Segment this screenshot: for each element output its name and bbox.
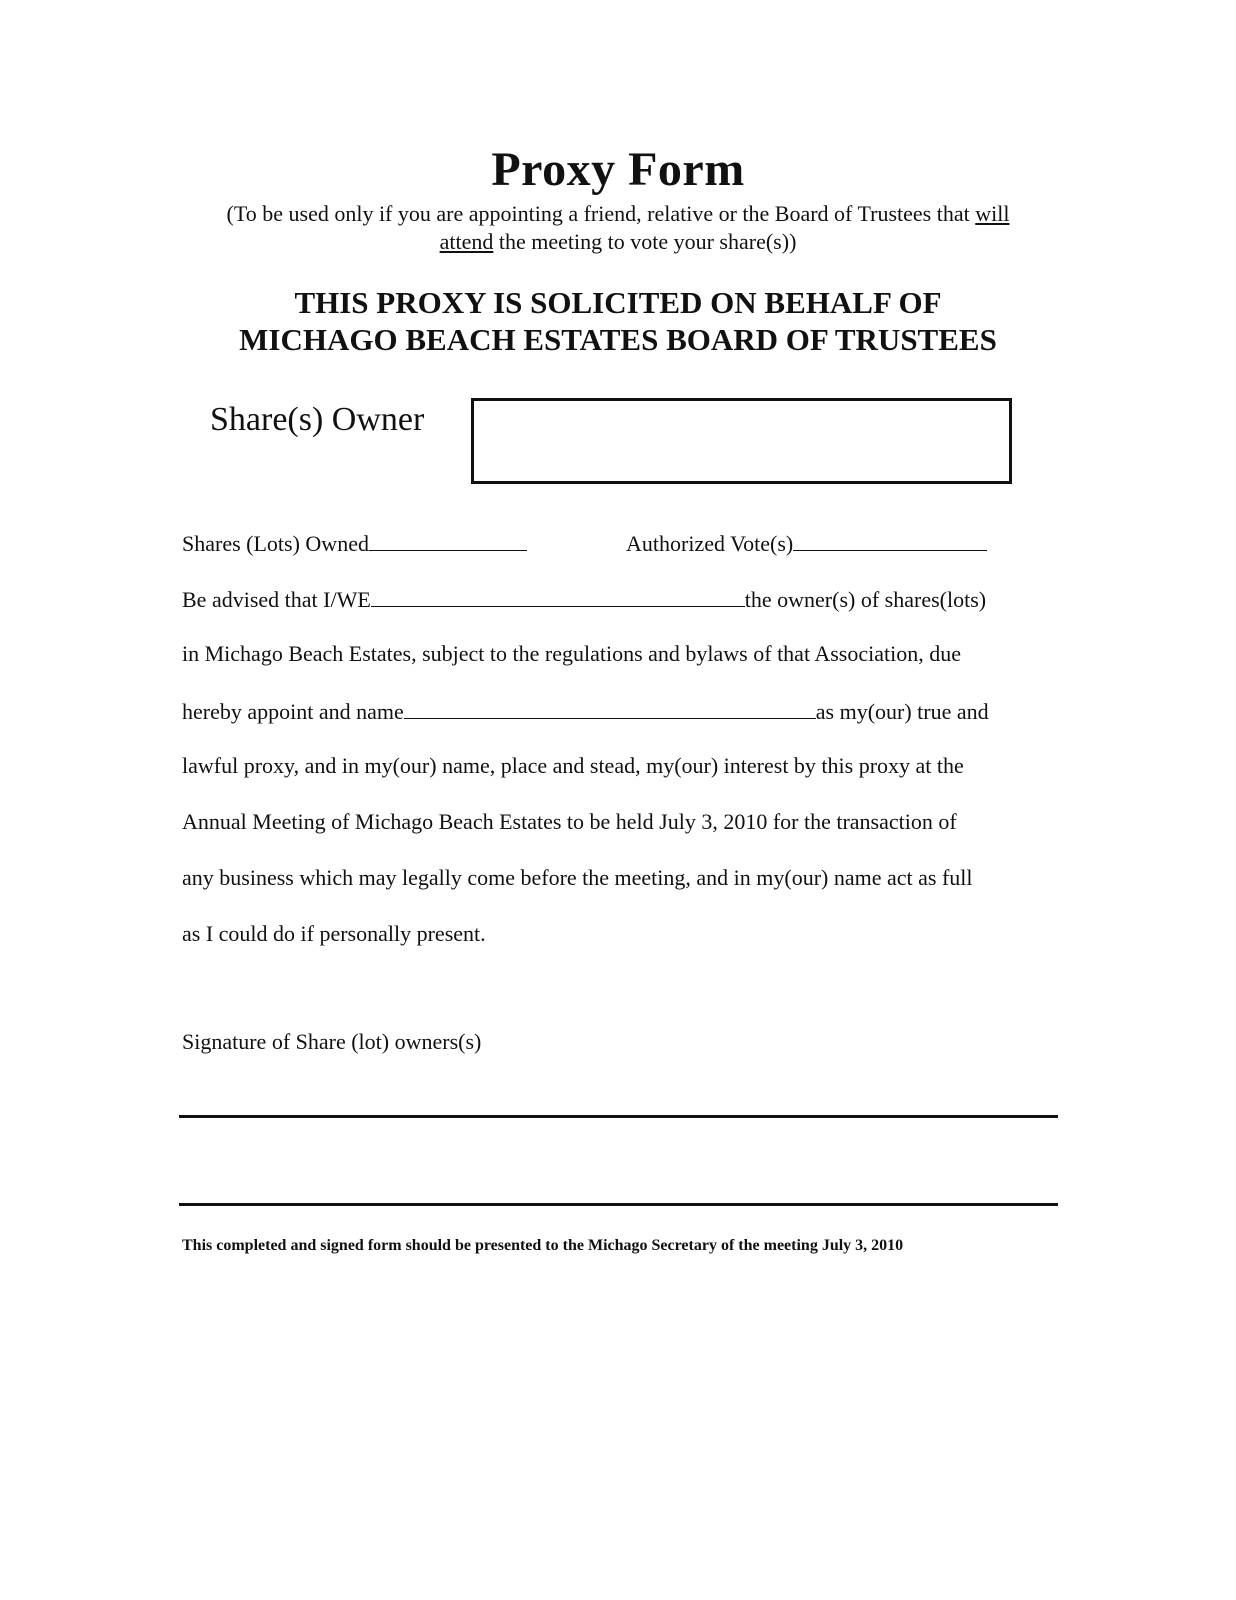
owners-prefix-text: Be advised that I/WE (182, 587, 371, 612)
signature-line-2[interactable] (179, 1203, 1058, 1206)
body-line-6: any business which may legally come before the meeting, and in my(our) name act as full (182, 865, 973, 890)
appoint-prefix-text: hereby appoint and name (182, 699, 404, 724)
appoint-suffix-text: as my(our) true and (815, 699, 989, 724)
form-title: Proxy Form (491, 143, 745, 196)
signature-label: Signature of Share (lot) owners(s) (182, 1029, 482, 1054)
shares-owned-field[interactable] (369, 528, 527, 551)
owners-suffix-text: the owner(s) of shares(lots) (744, 587, 987, 612)
proxy-name-field[interactable] (404, 696, 816, 719)
body-line-1 (182, 584, 986, 614)
solicitation-heading (0, 284, 1236, 358)
subtitle-text-end: the meeting to vote your share(s)) (493, 229, 797, 254)
share-owner-field[interactable] (471, 398, 1012, 484)
owner-names-field[interactable] (371, 584, 745, 607)
shares-owned-row (182, 528, 527, 558)
subtitle-underlined-will: will (975, 201, 1010, 226)
share-owner-label: Share(s) Owner (210, 401, 425, 438)
body-line-3 (182, 696, 989, 726)
heading-line-2: MICHAGO BEACH ESTATES BOARD OF TRUSTEES (239, 322, 997, 357)
body-line-4: lawful proxy, and in my(our) name, place and stead, my(our) interest by this proxy at the (182, 753, 964, 778)
authorized-votes-row (626, 528, 987, 558)
subtitle-text-start: (To be used only if you are appointing a friend, relative or the Board of Trustees that (226, 201, 976, 226)
heading-line-1: THIS PROXY IS SOLICITED ON BEHALF OF (294, 285, 942, 320)
submission-note: This completed and signed form should be presented to the Michago Secretary of the meeting July 3, 2010 (182, 1237, 904, 1254)
body-line-7: as I could do if personally present. (182, 921, 486, 946)
authorized-votes-label: Authorized Vote(s) (626, 531, 794, 556)
body-line-2: in Michago Beach Estates, subject to the regulations and bylaws of that Association, due (182, 641, 961, 666)
authorized-votes-field[interactable] (793, 528, 987, 551)
signature-line-1[interactable] (179, 1115, 1058, 1118)
subtitle-underlined-attend: attend (439, 229, 494, 254)
shares-owned-label: Shares (Lots) Owned (182, 531, 369, 556)
form-subtitle (180, 200, 1056, 256)
body-line-5: Annual Meeting of Michago Beach Estates to be held July 3, 2010 for the transaction of (182, 809, 957, 834)
